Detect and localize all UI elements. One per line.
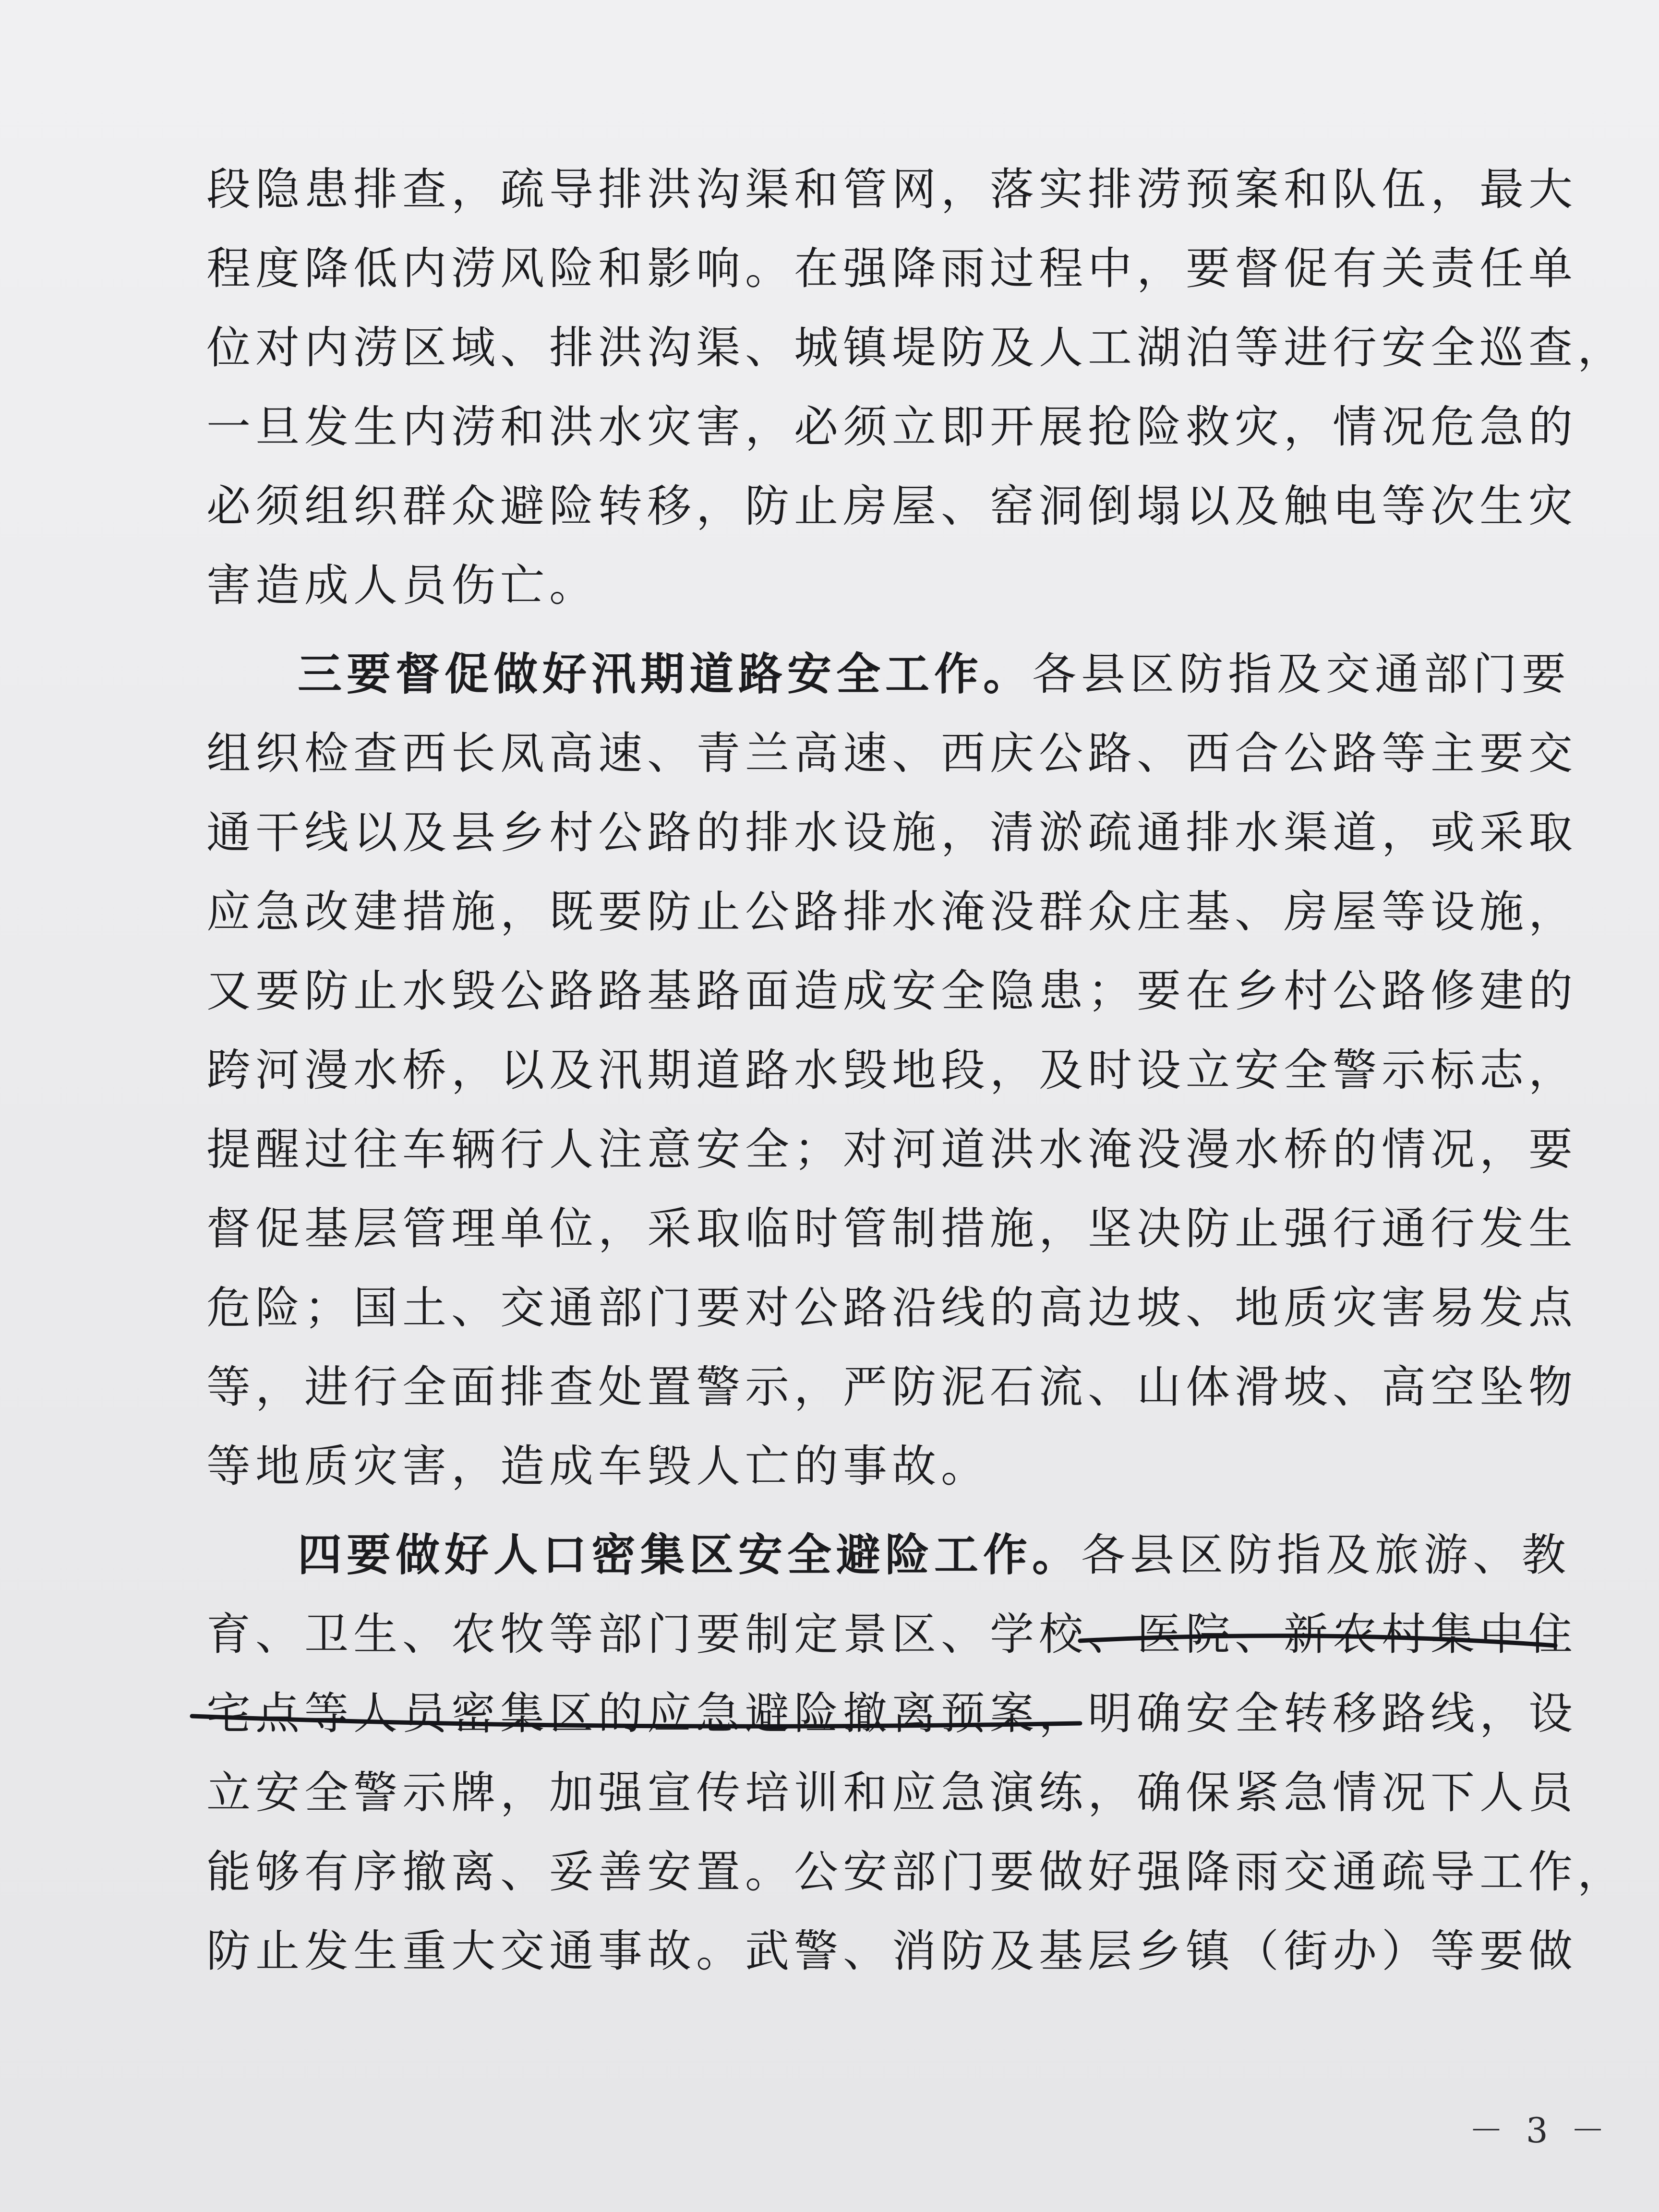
text-line: 一旦发生内涝和洪水灾害，必须立即开展抢险救灾，情况危急的 xyxy=(206,401,1578,453)
text-line: 等地质灾害，造成车毁人亡的事故。 xyxy=(206,1441,990,1492)
paragraph-continuation xyxy=(206,150,1627,625)
text-line: 立安全警示牌，加强宣传培训和应急演练，确保紧急情况下人员 xyxy=(206,1767,1578,1818)
page-number: － 3 － xyxy=(1469,2110,1611,2151)
text-line: 危险；国土、交通部门要对公路沿线的高边坡、地质灾害易发点 xyxy=(206,1282,1578,1334)
text-span: 各县区防指及旅游、教 xyxy=(1081,1529,1571,1581)
text-line: 害造成人员伤亡。 xyxy=(206,560,599,611)
paragraph-crowded-areas xyxy=(206,1515,1627,1991)
text-span: 各县区防指及交通部门要 xyxy=(1032,649,1571,700)
text-line: 跨河漫水桥，以及汛期道路水毁地段，及时设立安全警示标志， xyxy=(206,1045,1578,1096)
text-line: 育、卫生、农牧等部门要制定景区、学校、医院、新农村集中住 xyxy=(206,1609,1578,1660)
text-line: 又要防止水毁公路路基路面造成安全隐患；要在乡村公路修建的 xyxy=(206,965,1578,1017)
text-line: 督促基层管理单位，采取临时管制措施，坚决防止强行通行发生 xyxy=(206,1203,1578,1254)
text-line: 组织检查西长凤高速、青兰高速、西庆公路、西合公路等主要交 xyxy=(206,728,1578,779)
paragraph-first-line xyxy=(206,1515,1571,1595)
text-line: 防止发生重大交通事故。武警、消防及基层乡镇（街办）等要做 xyxy=(206,1925,1578,1977)
text-line: 应急改建措施，既要防止公路排水淹没群众庄基、房屋等设施， xyxy=(206,886,1578,938)
paragraph-road-safety xyxy=(206,635,1578,1506)
text-line: 能够有序撤离、妥善安置。公安部门要做好强降雨交通疏导工作， xyxy=(206,1846,1627,1898)
text-line: 等，进行全面排查处置警示，严防泥石流、山体滑坡、高空坠物 xyxy=(206,1361,1578,1413)
text-line: 程度降低内涝风险和影响。在强降雨过程中，要督促有关责任单 xyxy=(206,243,1578,294)
text-line: 位对内涝区域、排洪沟渠、城镇堤防及人工湖泊等进行安全巡查， xyxy=(206,322,1627,373)
section-heading: 四要做好人口密集区安全避险工作。 xyxy=(298,1529,1082,1581)
text-line: 宅点等人员密集区的应急避险撤离预案，明确安全转移路线，设 xyxy=(206,1688,1578,1739)
text-line: 必须组织群众避险转移，防止房屋、窑洞倒塌以及触电等次生灾 xyxy=(206,481,1578,532)
text-line: 通干线以及县乡村公路的排水设施，清淤疏通排水渠道，或采取 xyxy=(206,807,1578,858)
text-line: 提醒过往车辆行人注意安全；对河道洪水淹没漫水桥的情况，要 xyxy=(206,1124,1578,1175)
text-line: 段隐患排查，疏导排洪沟渠和管网，落实排涝预案和队伍，最大 xyxy=(206,164,1578,215)
paragraph-first-line xyxy=(206,635,1571,714)
body-text xyxy=(206,150,1627,1991)
section-heading: 三要督促做好汛期道路安全工作。 xyxy=(298,648,1033,700)
